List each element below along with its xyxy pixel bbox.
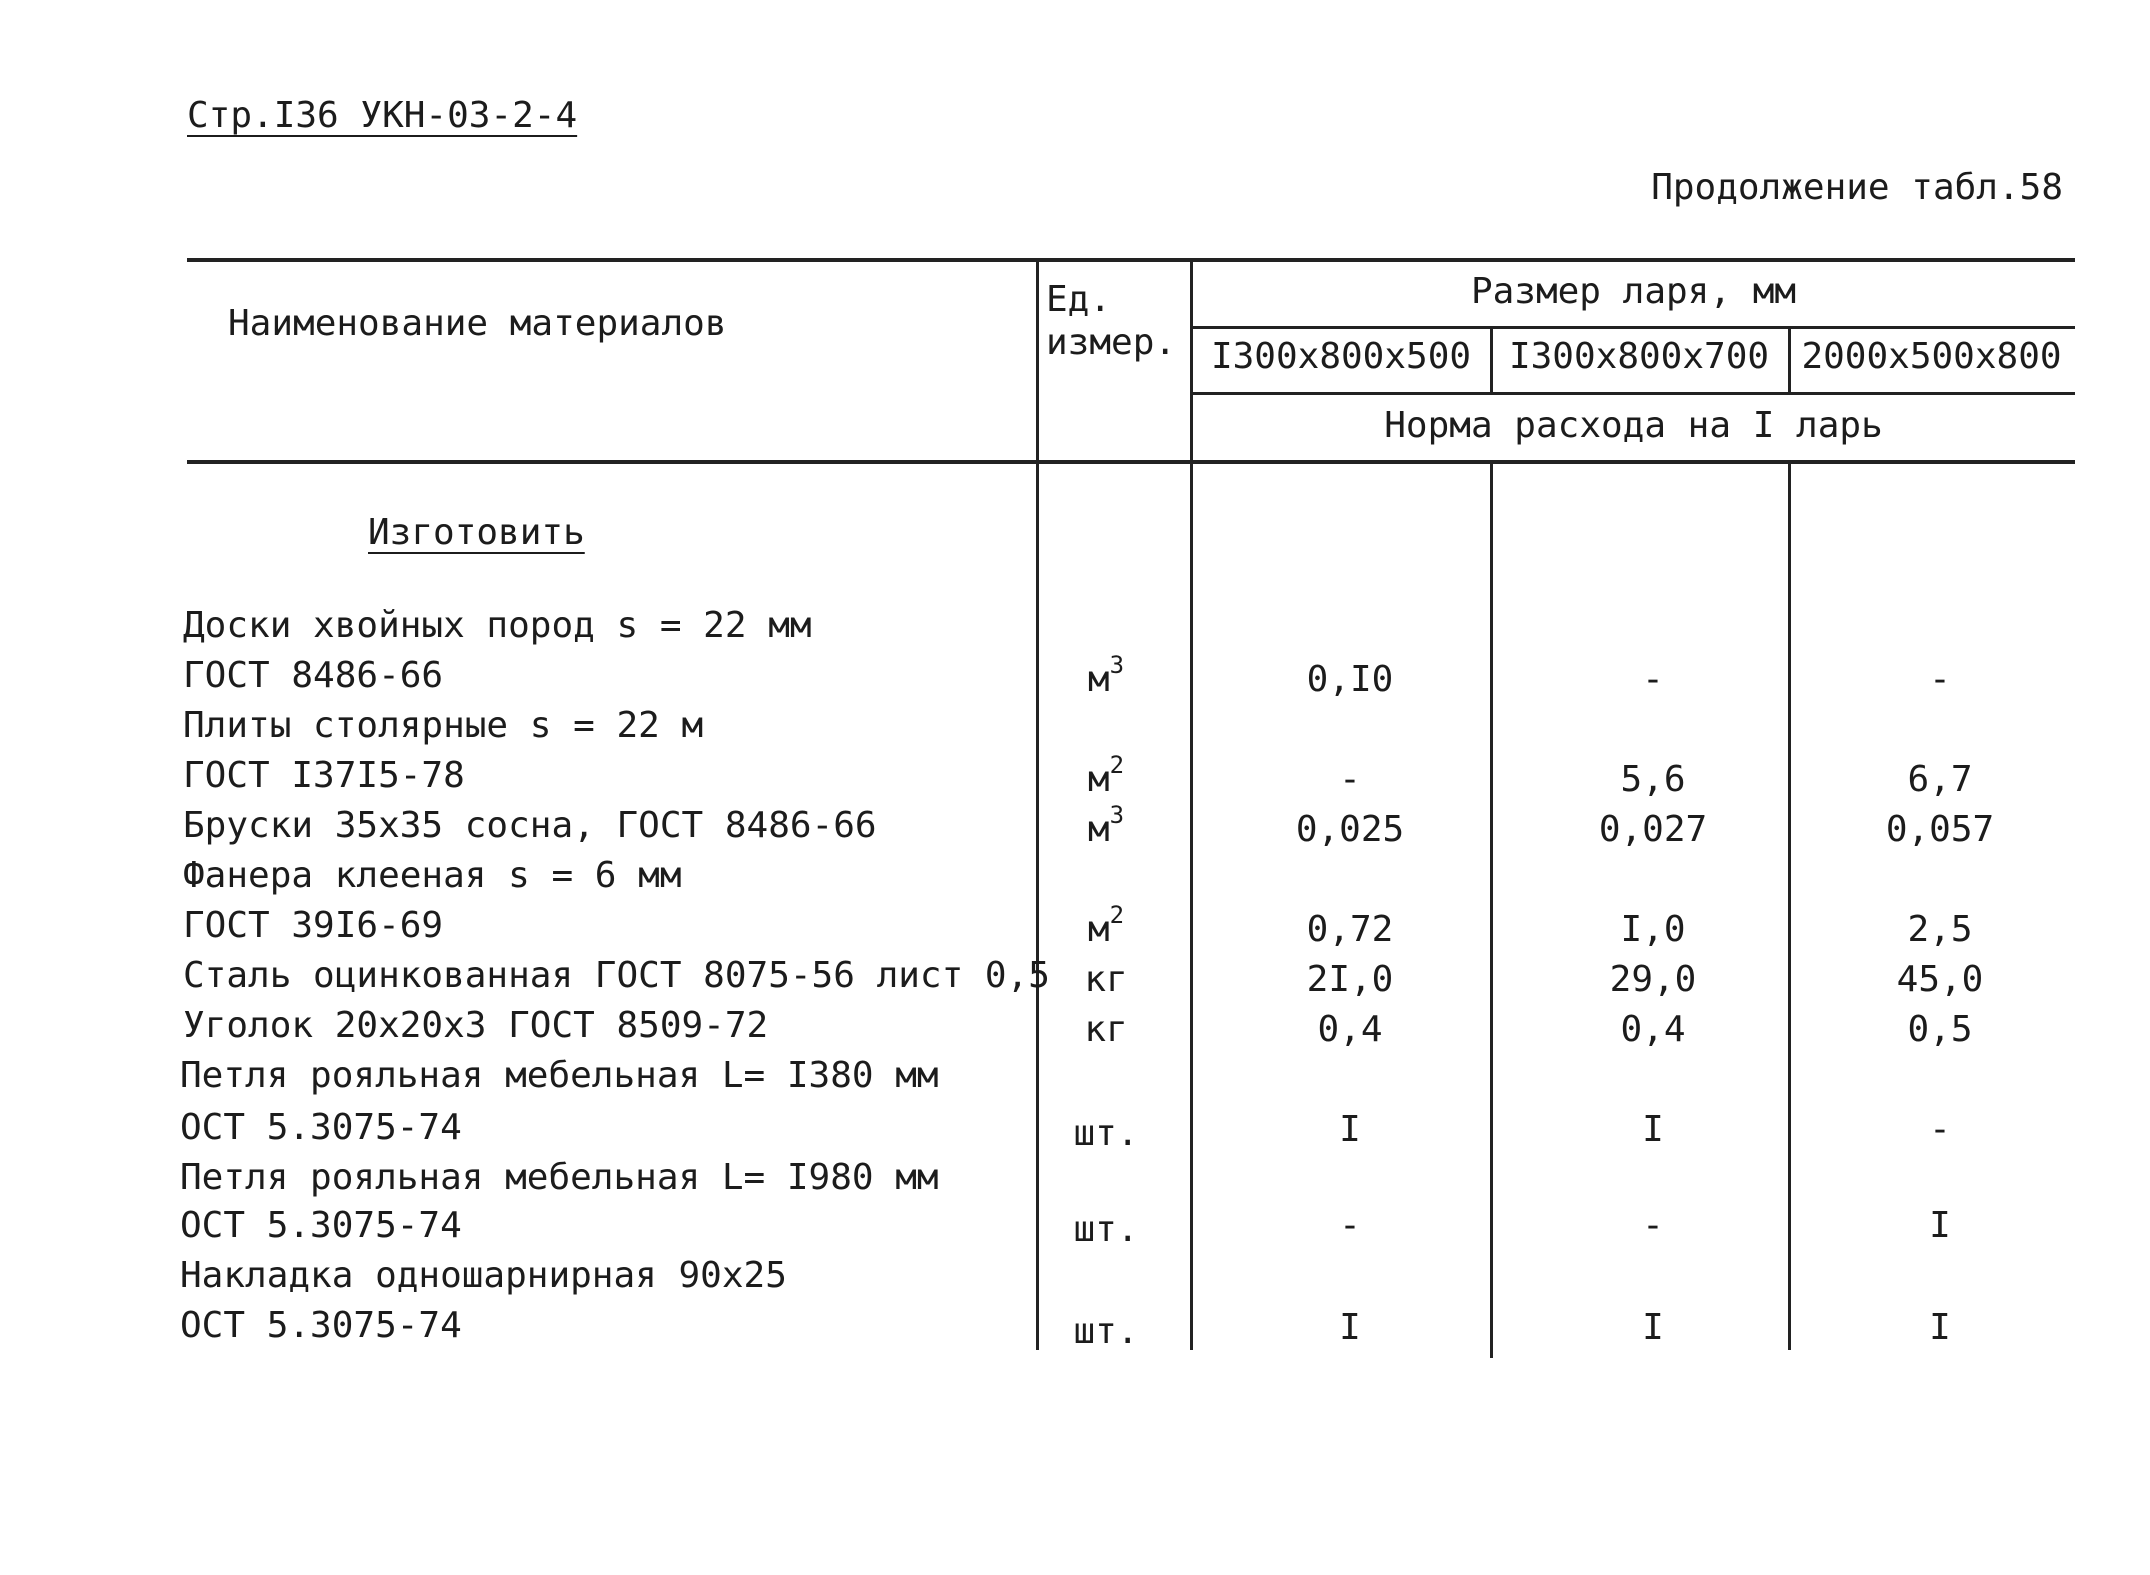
material-name-line: Доски хвойных пород s = 22 мм: [183, 605, 812, 646]
material-name-line: ГОСТ 39I6-69: [183, 905, 444, 946]
value-cell: -: [1929, 659, 1951, 700]
value-cell: -: [1339, 1205, 1361, 1246]
page-reference: Стр.I36 УКН-03-2-4: [187, 95, 578, 136]
value-cell: -: [1642, 1205, 1664, 1246]
unit-cell: шт.: [1073, 1209, 1139, 1250]
value-cell: I: [1929, 1205, 1951, 1246]
value-cell: -: [1929, 1109, 1951, 1150]
size-header-2: I300x800x700: [1508, 336, 1770, 377]
value-cell: I: [1339, 1109, 1361, 1150]
value-cell: 2,5: [1907, 909, 1973, 950]
unit-cell: $м^2$: [1087, 901, 1125, 950]
value-cell: 29,0: [1609, 959, 1697, 1000]
value-cell: 0,4: [1620, 1009, 1686, 1050]
norm-header-rule: [1192, 392, 2075, 395]
value-cell: I,0: [1620, 909, 1686, 950]
section-heading: Изготовить: [368, 512, 585, 553]
table-caption: Продолжение табл.58: [1651, 167, 2063, 208]
material-name-line: ГОСТ 8486-66: [183, 655, 444, 696]
value-cell: -: [1642, 659, 1664, 700]
value-cell: -: [1339, 759, 1361, 800]
material-name-line: Накладка одношарнирная 90x25: [180, 1255, 787, 1296]
unit-cell: кг: [1084, 1009, 1128, 1050]
column-header-name: Наименование материалов: [228, 303, 727, 344]
value-cell: 0,4: [1317, 1009, 1383, 1050]
material-name-line: Уголок 20x20x3 ГОСТ 8509-72: [183, 1005, 769, 1046]
column-header-unit-line2: измер.: [1046, 322, 1177, 363]
unit-cell: шт.: [1073, 1113, 1139, 1154]
material-name-line: ГОСТ I37I5-78: [183, 755, 465, 796]
header-bottom-rule: [187, 460, 2075, 464]
value-cell: 0,057: [1885, 809, 1995, 850]
unit-cell: кг: [1084, 959, 1128, 1000]
material-name-line: ОСТ 5.3075-74: [180, 1305, 462, 1346]
value-cell: I: [1642, 1109, 1664, 1150]
unit-column-divider: [1036, 258, 1039, 1350]
value-cell: 0,025: [1295, 809, 1405, 850]
body-col-1-2-divider: [1490, 460, 1493, 1358]
value-cell: 5,6: [1620, 759, 1686, 800]
size-header-1: I300x800x500: [1210, 336, 1472, 377]
unit-cell: $м^3$: [1087, 801, 1125, 850]
value-cell: 0,I0: [1306, 659, 1394, 700]
size-group-header: Размер ларя, мм: [1470, 271, 1797, 312]
unit-cell: шт.: [1073, 1311, 1139, 1352]
value-cell: 6,7: [1907, 759, 1973, 800]
table-top-rule: [187, 258, 2075, 262]
unit-cell: $м^2$: [1087, 751, 1125, 800]
material-name-line: Сталь оцинкованная ГОСТ 8075-56 лист 0,5: [183, 955, 1050, 996]
size-header-3: 2000x500x800: [1801, 336, 2062, 377]
value-cell: 0,027: [1598, 809, 1708, 850]
material-name-line: Петля рояльная мебельная L= I380 мм: [180, 1055, 939, 1096]
material-name-line: Петля рояльная мебельная L= I980 мм: [180, 1157, 939, 1198]
value-cell: 2I,0: [1306, 959, 1394, 1000]
column-header-unit-line1: Ед.: [1046, 279, 1112, 320]
material-name-line: ОСТ 5.3075-74: [180, 1107, 462, 1148]
material-name-line: Плиты столярные s = 22 м: [183, 705, 704, 746]
value-cell: I: [1642, 1307, 1664, 1348]
unit-cell: $м^3$: [1087, 651, 1125, 700]
value-cell: 0,72: [1306, 909, 1394, 950]
norm-header: Норма расхода на I ларь: [1384, 405, 1883, 446]
size-header-rule: [1192, 326, 2075, 329]
value-cell: 0,5: [1907, 1009, 1973, 1050]
value-cell: I: [1339, 1307, 1361, 1348]
material-name-line: Фанера клееная s = 6 мм: [183, 855, 682, 896]
material-name-line: ОСТ 5.3075-74: [180, 1205, 462, 1246]
material-name-line: Бруски 35x35 сосна, ГОСТ 8486-66: [183, 805, 877, 846]
value-cell: I: [1929, 1307, 1951, 1348]
value-cell: 45,0: [1896, 959, 1984, 1000]
